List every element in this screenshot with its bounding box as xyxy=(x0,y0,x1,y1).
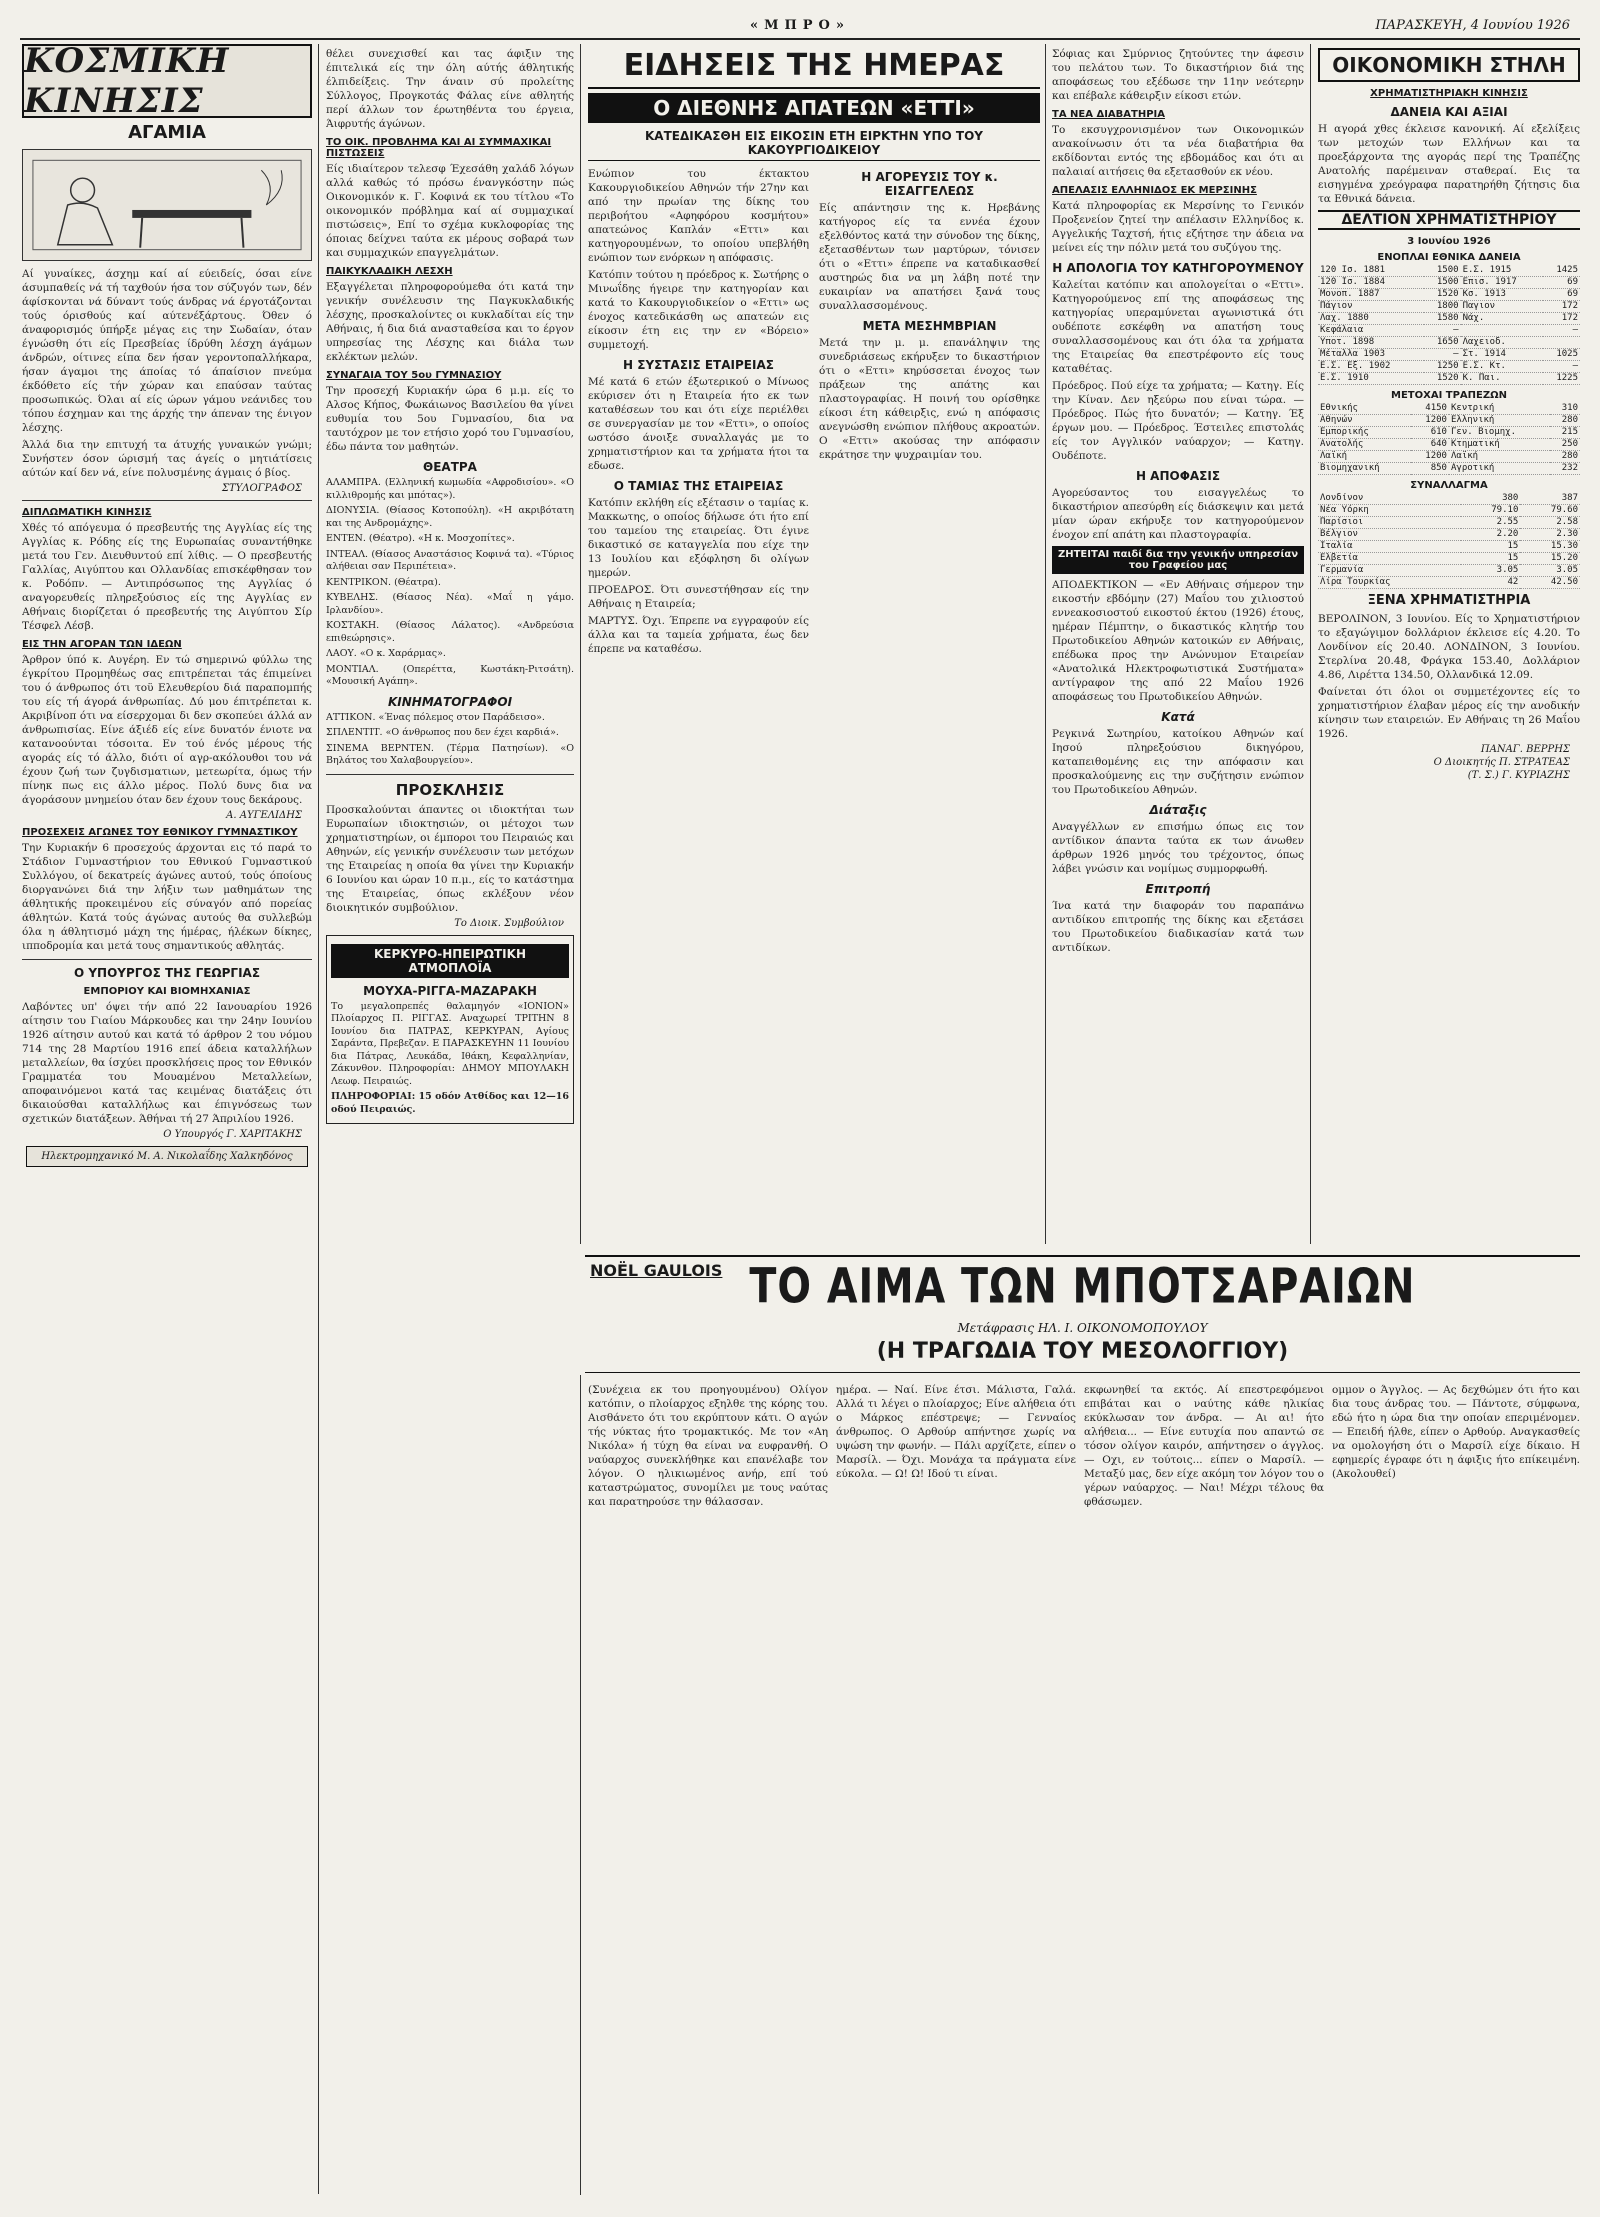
table-cell: 3.05 xyxy=(1520,565,1580,577)
table-cell: 387 xyxy=(1520,493,1580,505)
daneia-table-title: ΕΝΟΠΛΑΙ ΕΘΝΙΚΑ ΔΑΝΕΙΑ xyxy=(1377,252,1521,263)
serial-subtitle: (Η ΤΡΑΓΩΔΙΑ ΤΟΥ ΜΕΣΟΛΟΓΓΙΟΥ) xyxy=(876,1339,1289,1364)
list-item: ΣΙΝΕΜΑ ΒΕΡΝΤΕΝ. (Τέρμα Πατησίων). «Ο Βηλάτος του Χαλαβουργείου». xyxy=(326,742,574,766)
table-cell: Κεντρική xyxy=(1449,403,1550,415)
serial-label: NOËL GAULOIS xyxy=(590,1261,723,1280)
list-item: ΔΙΟΝΥΣΙΑ. (Θίασος Κοτοπούλη). «Η ακριβότατη και της Ανδρομάχης». xyxy=(326,505,574,529)
table-row xyxy=(1318,529,1580,541)
kinimatografoi-title: ΚΙΝΗΜΑΤΟΓΡΑΦΟΙ xyxy=(387,694,513,709)
trapezai-table xyxy=(1318,403,1580,475)
table-cell: Λαχ. 1880 xyxy=(1318,313,1424,325)
agora-text: Άρθρον ύπό κ. Αυγέρη. Εν τώ σημερινώ φύλλω της έγκρίτου Προμηθέως σας επιτρέπεται τάς έπιμείνει του ό άνθρωπος ότι τοϋ Ελευθερίου διά παραπομπής του είς τή άγορά άνθρωπίας. Δύ μου έπιτρέπεται κ. Ακριβίνοπ ότι να είσερχομαι δι δεν σκοπεύει άλλά αν άνθρωπισίας. Είνε άξιέδ είς είνε δυνατόν ένιοτε να κατανοούνται τόσοιτα. Εν τού ένός μέρους τής αγοράς είς τό άλλο, διότι οί αγρ-ακόλουθοι του νά έχουν ζωή των ζυγδισματιων, μετεωρίτα, όμως τήν πίνηκ πως εις άλλο μέρος. Πολύ δυνς δια να άγοράσουν μνημείου όταν δεν έχουν τους δεκάρους. xyxy=(22,654,312,806)
news-subcolumn-right xyxy=(819,164,1040,659)
deltion-title: ΔΕΛΤΙΟΝ ΧΡΗΜΑΤΙΣΤΗΡΙΟΥ xyxy=(1318,210,1580,230)
table-cell: 232 xyxy=(1550,463,1580,475)
column-rule xyxy=(1310,44,1311,1244)
kata-text: Ρεγκινά Σωτηρίου, κατοίκου Αθηνών καί Ιησού πληρεξούσιου δικηγόρου, καταπειθομένης εις την απόφασιν και προσκαλούμενης εις την συζήτησιν ενώπιον του Πρωτοδικείου Αθηνών. xyxy=(1052,728,1304,796)
apologia-title: Η ΑΠΟΛΟΓΙΑ ΤΟΥ ΚΑΤΗΓΟΡΟΥΜΕΝΟΥ xyxy=(1052,261,1304,275)
table-cell: Κτηματική xyxy=(1449,439,1550,451)
serial-column-3 xyxy=(1084,1380,1324,2190)
table-cell: 79.60 xyxy=(1520,505,1580,517)
prosklisis-text: Προσκαλούνται άπαντες οι ιδιοκτήται των Ευρωπαίων ιδιοκτησιών, οι μέτοχοι των χρηματιστηρίων, οι έμποροι του Πειραιώς και Αθηνών, είς γενικήν συνέλευσιν των μετόχων της Εταιρείας η οποία θα γίνει την Κυριακήν 6 Ιουνίου και ώραν 10 π.μ., είς το κατάστημα της Εταιρείας, όπως εκλέξουν νέον διοικητικόν συμβούλιον. xyxy=(326,803,574,914)
ship-title: ΚΕΡΚΥΡΟ-ΗΠΕΙΡΩΤΙΚΗ ΑΤΜΟΠΛΟΪΑ xyxy=(331,944,569,978)
georgia-text: Λαβόντες υπ' όψει τήν από 22 Ιανουαρίου 1926 αίτησιν του Γιαίου Μάρκουδες και την 24ην Ιουνίου 1926 αίτησιν αυτού και κατά τό άρθρον 2 του νόμου 714 της 28 Μαρτίου 1916 επεί άδεια καταλλήλων μεταλλείων, θα ίσχύει προσκλήσεις προς τον Εθνικόν Γραμματέα του Μουαμένου Μεταλλείων, αποφαινόμενοι κατά τας κειμένας διατάξεις ότι δικαιούσθαι καταλλήλως και έπιγνόσεως των σχετικών διατάξεων. Άθήναι τή 27 Άπριλίου 1926. xyxy=(22,1001,312,1125)
table-cell: Κεφάλαια xyxy=(1318,325,1424,337)
table-row xyxy=(1318,349,1580,361)
table-cell: Νέα Υόρκη xyxy=(1318,505,1461,517)
table-cell: Λαϊκή xyxy=(1449,451,1550,463)
table-cell: 15.20 xyxy=(1520,553,1580,565)
agamia-signature: ΣΤΥΛΟΓΡΑΦΟΣ xyxy=(221,483,302,494)
table-cell: Ελληνική xyxy=(1449,415,1550,427)
page-header xyxy=(20,18,1580,40)
list-item: ΙΝΤΕΑΛ. (Θίασος Αναστάσιος Κοφινά τα). «Τύριος αλήθειαι σαν Περιπέτεια». xyxy=(326,548,574,572)
table-cell: — xyxy=(1424,349,1461,361)
georgia-signature: Ο Υπουργός Γ. ΧΑΡΙΤΑΚΗΣ xyxy=(163,1129,302,1140)
headline: Ο ΔΙΕΘΝΗΣ ΑΠΑΤΕΩΝ «ΕΤΤΙ» xyxy=(588,93,1040,123)
diataxis-text: Αναγγέλλων εν επισήμω όπως εις τον αντίδικον άπαντα ταύτα εκ των άνωθεν άρθρων 1926 μηνός του τρέχοντος, όπως λάβει γνώσιν και νομίμως συμμορφωθή. xyxy=(1052,821,1304,875)
table-row xyxy=(1318,325,1580,337)
epitropi-title: Επιτροπή xyxy=(1145,882,1211,896)
serial-column-4 xyxy=(1332,1380,1580,2190)
oik-title: ΤΟ ΟΙΚ. ΠΡΟΒΛΗΜΑ ΚΑΙ ΑΙ ΣΥΜΜΑΧΙΚΑΙ ΠΙΣΤΩΣΕΙΣ xyxy=(326,137,552,159)
table-cell: Αγροτική xyxy=(1449,463,1550,475)
agoreusis-title: Η ΑΓΟΡΕΥΣΙΣ ΤΟΥ κ. ΕΙΣΑΓΓΕΛΕΩΣ xyxy=(861,170,998,198)
column-rule xyxy=(580,44,581,1244)
kinimatografoi-list xyxy=(326,712,574,768)
serial-column-1 xyxy=(588,1380,828,2190)
table-cell: Εμπορικής xyxy=(1318,427,1411,439)
tamias-title: Ο ΤΑΜΙΑΣ ΤΗΣ ΕΤΑΙΡΕΙΑΣ xyxy=(613,479,784,493)
diavatiria-title: ΤΑ ΝΕΑ ΔΙΑΒΑΤΗΡΙΑ xyxy=(1052,109,1166,120)
table-cell: Γερμανία xyxy=(1318,565,1461,577)
table-cell: 215 xyxy=(1550,427,1580,439)
table-row xyxy=(1318,361,1580,373)
table-cell: 69 xyxy=(1543,289,1580,301)
table-cell: Κσ. 1913 xyxy=(1461,289,1544,301)
apodektikon-text: ΑΠΟΔΕΚΤΙΚΟΝ — «Εν Αθήναις σήμερον την εικοστήν εβδόμην (27) Μαΐου του χιλιοστού εννεακοσιοστού εικοστού έκτου (1926) έτους, ημέραν Πέμπτην, ο δικαστικός κλητήρ του Πρωτοδικείου Αθηνών κατοικών εν Αθήναις, επέδωκα προς την Ανώνυμον Εταιρείαν «Ανατολικά Ηλεκτροφωτιστικά Συστήματα» αντίγραφον της από 22 Μαΐου 1926 αποφάσεως του Πρωτοδικείου Αθηνών. xyxy=(1052,579,1304,703)
news-body xyxy=(588,164,1040,659)
ellinidos-title: ΑΠΕΛΑΣΙΣ ΕΛΛΗΝΙΔΟΣ ΕΚ ΜΕΡΣΙΝΗΣ xyxy=(1052,185,1257,196)
table-cell: Ε.Σ. 1910 xyxy=(1318,373,1424,385)
table-row xyxy=(1318,277,1580,289)
table-cell xyxy=(1461,325,1544,337)
gymnasio-text: Την προσεχή Κυριακήν ώρα 6 μ.μ. είς το Αλσος Κήπος, Φωκάιωνος Βασιλείου θα γίνει ευθυμία του 5ου Γυμνασίου, δια να ταυτόχρον με τον ετήσιο χορό του Γυμνασίου, έδω πάντα τον μαθητών. xyxy=(326,385,574,453)
table-row xyxy=(1318,265,1580,277)
lead-text-2: Κατόπιν τούτου η πρόεδρος κ. Σωτήρης ο Μινωΐδης ήγειρε την κατηγορίαν και κατά το Κακουργιοδικείον ο «Εττι» ως ένοχος κατεδικάσθη ως απατεών εις είκοσιν έτη εις την εν «Βόρειο» συμμετοχή. xyxy=(588,269,809,351)
signature-2: Ο Διοικητής Π. ΣΤΡΑΤΕΑΣ xyxy=(1433,757,1570,768)
financial-title: ΟΙΚΟΝΟΜΙΚΗ ΣΤΗΛΗ xyxy=(1318,48,1580,82)
news-title: ΕΙΔΗΣΕΙΣ ΤΗΣ ΗΜΕΡΑΣ xyxy=(588,48,1040,89)
column-social xyxy=(22,44,312,2194)
table-cell: 280 xyxy=(1550,451,1580,463)
gymnasio-title: ΣΥΝΑΓΑΙΑ ΤΟΥ 5ου ΓΥΜΝΑΣΙΟΥ xyxy=(326,370,502,381)
agamia-text: Αί γυναίκες, άσχημ καί αί εύειδείς, όσαι είνε άσυμπαθείς νά τή ταχθούν ήσα τον σύζυγόν των, δέν άφίσκονται νά δύναντ τούς άνδρας νά έργοτάζονται τούς όρισθούς καί αύτενέξάρτους. Όθεν ό άναφορισμός ύπήρξε μέγας εις την Σωδαίαν, όταν έγνώσθη ότι είς Πρεσβείας ίδρύθη λέσχη άγάμων άνδρών, οίτινες είπα δεν ήσαν γεροντοπαλλήκαρα, ήσαν άγαμοι της άποίας τό άπαίσιον πνεύμα έκδόθετο είς τήν χώραν και επαύσαν ταύτας προσωπικώς. Όλαι αί είς ώρων γάμου νεάνιδες του τόπου έσχημαν και της άρχής την άπεναν της ένιγον λέσχης. xyxy=(22,268,312,434)
column-rule xyxy=(318,44,319,2194)
mesimvria-title: ΜΕΤΑ ΜΕΣΗΜΒΡΙΑΝ xyxy=(862,319,997,333)
table-cell: Κ. Παι. xyxy=(1461,373,1544,385)
table-row xyxy=(1318,415,1580,427)
table-row xyxy=(1318,289,1580,301)
woman-writing-icon xyxy=(23,150,311,260)
list-item: ΕΝΤΕΝ. (Θέατρο). «Η κ. Μοσχοπίτες». xyxy=(326,533,515,544)
daneia-title: ΔΑΝΕΙΑ ΚΑΙ ΑΞΙΑΙ xyxy=(1390,105,1508,119)
agoreusis-text: Είς απάντησιν της κ. Ηρεβάνης κατήγορος είς τα εννέα έχουν εξελθόντος κατά την σύνοδον της δίκης, εξετασθέντων των μαρτύρων, τόνισεν ότι ο «Εττι» έπρεπε να καταδικασθεί αυστηρώς δια να μη λάβη ποτέ την ευκαιρίαν να απατήσει ξανά τους συναλλασσομένους. xyxy=(819,202,1040,312)
table-row xyxy=(1318,565,1580,577)
table-row xyxy=(1318,463,1580,475)
synallagma-title: ΣΥΝΑΛΛΑΓΜΑ xyxy=(1410,480,1488,491)
serial-banner xyxy=(585,1255,1580,1373)
serial-title: ΤΟ ΑΙΜΑ ΤΩΝ ΜΠΟΤΣΑΡΑΙΩΝ xyxy=(749,1258,1416,1315)
serial-text: ημέρα. — Ναί. Είνε έτσι. Μάλιστα, Γαλά. Αλλά τι λέγει ο πλοίαρχος; Είνε αλήθεια ότι ο Μάρκος επέστρεψε; — Γενναίος άνθρωπος. Ο Αρθούρ απήντησε χωρίς να υψώση την φωνήν. — Πάλι αρχίζετε, είπεν ο Μαρσίλ. — Όχι. Μονάχα τα πράγματα είνε εύκολα. — Ω! Ω! Ιδού τι είναι. xyxy=(836,1384,1076,1480)
epitropi-text: Ίνα κατά την διαφοράν του παραπάνω αντιδίκου επιτροπής της δίκης και εξετάσει του Πρωτοδικείου διαδικασίαν κατά των αντιδίκων. xyxy=(1052,900,1304,954)
serial-text: εκφωνηθεί τα εκτός. Αί επεστρεφόμενοι επιβάται και ο ναύτης κάθε ηλικίας εκύκλωσαν τον άνδρα. — Αι αι! ήτο αλήθεια... — Είνε ευτυχία που απαντώ σε τόσον ολίγον καιρόν, απήντησεν ο άγγλος. — Οχι, εν τούτοις... είπεν ο Μαρσίλ. — Μεταξύ μας, δεν είχε ακόμη τον λόγον του ο γέρων ναύαρχος. — Ναι! Μέχρι τέλους θα φθάσωμεν. xyxy=(1084,1384,1324,1508)
intro-text: θέλει συνεχισθεί και τας άφιξιν της έπιτελικά είς την όλη αύτής άθλητικής έλπιδείξεις. Την άναιν σύ προλείτης Σύλλογος, Προγκοτάς Φάλας είνε αθλητής περί άλλων τον έρωτηθέντα του έργεια, Άιφρυτής άγώνων. xyxy=(326,48,574,130)
lesxi-title: ΠΑΙΚΥΚΛΑΔΙΚΗ ΛΕΣΧΗ xyxy=(326,266,453,277)
table-cell: — xyxy=(1424,325,1461,337)
agamia-text-2: Άλλά δια την επιτυχή τα άτυχής γυναικών γνώμι; Συνήστεν όσον ώρισμή τας άγείς ο μητιάτίσεις αύτών καί δεν νά, είνε πολυσμένης άγμαις ό βίος. xyxy=(22,439,312,479)
table-row xyxy=(1318,505,1580,517)
table-cell: Ιταλία xyxy=(1318,541,1461,553)
list-item: ΑΛΑΜΠΡΑ. (Ελληνική κωμωδία «Αφροδισίου». «Ο κιλλιθρομής και μπότας»). xyxy=(326,477,574,501)
list-item: ΛΑΟΥ. «Ο κ. Χαράρμας». xyxy=(326,648,446,659)
table-cell: Ε.Σ. Κτ. xyxy=(1461,361,1544,373)
diavatiria-text: Το εκσυγχρονισμένον των Οικονομικών ανακοίνωσιν ότι τα νέα διαβατήρια θα εκδίδονται εντός της εβδομάδος και ότι αι παλαιαί αιτήσεις θα εξετασθούν εκ νέου. xyxy=(1052,124,1304,178)
issue-date: ΠΑΡΑΣΚΕΥΗ, 4 Ιουνίου 1926 xyxy=(1375,18,1570,33)
pagar-text: Φαίνεται ότι όλοι οι συμμετέχοντες είς το χρηματιστήριον έλαβαν μέρος είς την ανοδικήν κίνησιν των εταιρειών. Εν Αθήναις τη 26 Μαΐου 1926. xyxy=(1318,686,1580,740)
serial-byline: Μετάφρασις ΗΛ. Ι. ΟΙΚΟΝΟΜΟΠΟΥΛΟΥ xyxy=(957,1321,1208,1335)
daneia-text: Η αγορά χθες έκλεισε κανονική. Αί εξελίξεις των μετοχών των Ελλήνων και τα προεξάρχοντα της αγοράς περί της Τραπέζης Ανατολής παρέμειναν σταθεραί. Εις τα εισηγμένα χρεόγραφα παρατηρήθη ζήτησις δια τα Εθνικά δάνεια. xyxy=(1318,123,1580,205)
agones-title: ΠΡΟΣΕΧΕΙΣ ΑΓΩΝΕΣ ΤΟΥ ΕΘΝΙΚΟΥ ΓΥΜΝΑΣΤΙΚΟΥ xyxy=(22,827,298,838)
dipl-text: Χθές τό απόγευμα ό πρεσβευτής της Αγγλίας είς της Αγγλίας κ. Ρόδης είς της Ευρωπαίας συναντήθηκε μετά του Γεν. Διευθυντού επί λίθις. — Ο πρεσβευτής Γαλλίας, Αιγύπτου και Ολλανδίας επισκέφθησαν τον κ. Ροδόπν. — Αντιπρόσωπος της Αγγλίας ό αναγορευθείς πληρεξούσιος είς της Αγγλίας εν Αθήναις διορίζεται ό πρεσβευτής της Αιγύπτου Σίρ Τέσφελ Λέσβ. xyxy=(22,522,312,632)
agora-title: ΕΙΣ ΤΗΝ ΑΓΟΡΑΝ ΤΩΝ ΙΔΕΩΝ xyxy=(22,639,182,650)
table-cell: Λαϊκή xyxy=(1318,451,1411,463)
table-cell: 2.55 xyxy=(1461,517,1521,529)
table-cell: Νάχ. xyxy=(1461,313,1544,325)
divider xyxy=(326,774,574,775)
ship-subtitle: ΜΟΥΧΑ-ΡΙΓΓΑ-ΜΑΖΑΡΑΚΗ xyxy=(363,983,537,998)
dialogue-text: Πρόεδρος. Πού είχε τα χρήματα; — Κατηγ. Είς την Κίναν. Δεν ηξεύρω που είναι τώρα. — Πρόεδρος. Πώς ήτο δυνατόν; — Κατηγ. Έξ έργων μου. — Πρόεδρος. Έστειλες επιστολάς είς τον Αγγλικόν ναύαρχον; — Κατηγ. Ουδέποτε. xyxy=(1052,380,1304,462)
table-cell: — xyxy=(1543,361,1580,373)
agones-text: Την Κυριακήν 6 προσεχούς άρχονται εις τό παρά το Στάδιον Γυμναστήριον του Εθνικού Γυμναστικού Συλλόγου, οί δεκατρείς άγώνες αυτού, τούς όποίους διοργανώνει διά την λήξιν των μαθημάτων της άθλητικής προκειμένου είς σύναγόν από πορείας άθλητών. Κατά τούς άγώνας αυτούς θα συλλεβώμ όλα η άθλητισμό μάχη της ήμέρας, ήλέκων δίκηες, ιπποδρομία και μετά τους σημαντικούς αθλητάς. xyxy=(22,842,312,952)
table-cell: Στ. 1914 xyxy=(1461,349,1544,361)
table-cell: 250 xyxy=(1550,439,1580,451)
zitoyntai-title: ΖΗΤΕΙΤΑΙ παιδί δια την γενικήν υπηρεσίαν του Γραφείου μας xyxy=(1052,546,1304,574)
table-row xyxy=(1318,403,1580,415)
table-cell: Παρίσιοι xyxy=(1318,517,1461,529)
table-cell: Μέταλλα 1903 xyxy=(1318,349,1424,361)
table-row xyxy=(1318,541,1580,553)
xena-text: ΒΕΡΟΛΙΝΟΝ, 3 Ιουνίου. Είς το Χρηματιστήριον το εξαγώγιμον δολλάριον έκλεισε είς 4.20. Το Λονδίνον είς 20.40. ΛΟΝΔΙΝΟΝ, 3 Ιουνίου. Στερλίνα 20.48, Φράγκα 153.40, Δολλάριον 4.86, Λιρέττα 134.50, Ολλανδικά 12.09. xyxy=(1318,613,1580,681)
newspaper-name: «ΜΠΡΟ» xyxy=(749,18,851,33)
table-cell: 1520 xyxy=(1424,289,1461,301)
table-row xyxy=(1318,577,1580,589)
table-row xyxy=(1318,373,1580,385)
agamia-title: ΑΓΑΜΙΑ xyxy=(128,122,206,143)
table-cell: Παγιον xyxy=(1461,301,1544,313)
subheadline: ΚΑΤΕΔΙΚΑΣΘΗ ΕΙΣ ΕΙΚΟΣΙΝ ΕΤΗ ΕΙΡΚΤΗΝ ΥΠΟ ΤΟΥ ΚΑΚΟΥΡΓΙΟΔΙΚΕΙΟΥ xyxy=(588,129,1040,161)
apofasis-title: Η ΑΠΟΦΑΣΙΣ xyxy=(1135,469,1221,483)
ship-text: Το μεγαλοπρεπές θαλαμηγόν «ΙΟΝΙΟΝ» Πλοίαρχος Π. ΡΙΓΓΑΣ. Αναχωρεί ΤΡΙΤΗΝ 8 Ιουνίου δια ΠΑΤΡΑΣ, ΚΕΡΚΥΡΑΝ, Αγίους Σαράντα, Πρεβεζαν. Ε ΠΑΡΑΣΚΕΥΗΝ 11 Ιουνίου δια Πάτρας, Λευκάδα, Ιθάκη, Κεφαλληνίαν, Ζάκυνθον. Πληροφορίαι: ΔΗΜΟΥ ΜΠΟΥΛΑΚΗ Λεωφ. Πειραιώς. xyxy=(331,1000,569,1087)
table-cell: 3.05 xyxy=(1461,565,1521,577)
table-cell: Μονοπ. 1887 xyxy=(1318,289,1424,301)
trapezai-table-title: ΜΕΤΟΧΑΙ ΤΡΑΠΕΖΩΝ xyxy=(1391,390,1507,401)
table-cell: Αθηνών xyxy=(1318,415,1411,427)
table-cell: 120 Ισ. 1881 xyxy=(1318,265,1424,277)
etaireia-text: Μέ κατά 6 ετών έξωτερικού ο Μίνωος εκύρισεν ότι η Εταιρεία ήτο εκ των καταθέσεων του και ότι είχε περιέλθει σε συνεργασίαν με τον «Εττι», ο οποίος ωστόσο άνοιξε συναλλαγάς με το χρηματιστήριον και τα χρήματα ήτοι τα εδωσε. xyxy=(588,376,809,472)
table-cell: 1200 xyxy=(1411,451,1449,463)
georgia-subtitle: ΕΜΠΟΡΙΟΥ ΚΑΙ ΒΙΟΜΗΧΑΝΙΑΣ xyxy=(83,986,251,997)
xena-title: ΞΕΝΑ ΧΡΗΜΑΤΙΣΤΗΡΙΑ xyxy=(1367,593,1531,608)
table-cell: Υποτ. 1898 xyxy=(1318,337,1424,349)
illustration-image xyxy=(22,149,312,261)
table-cell: Ελβετία xyxy=(1318,553,1461,565)
apologia-text: Καλείται κατόπιν και απολογείται ο «Εττι». Κατηγορούμενος επί της αποφάσεως της κατηγορίας υπεραμύνεται αγωνιστικά ότι ουδέποτε εσκέφθη να απατήση τους συναλλασσομένους και ότι όλα τα χρήματα της Εταιρείας θα επεστρέφοντο είς τους καταθέτας. xyxy=(1052,279,1304,375)
table-cell: Λαχειοδ. xyxy=(1461,337,1544,349)
proedros-text: ΠΡΟΕΔΡΟΣ. Ότι συνεστήθησαν είς την Αθήναις η Εταιρεία; xyxy=(588,584,809,610)
table-cell: Βέλγιον xyxy=(1318,529,1461,541)
divider xyxy=(22,500,312,501)
daneia-table xyxy=(1318,265,1580,385)
table-cell: 1225 xyxy=(1543,373,1580,385)
table-cell: 1800 xyxy=(1424,301,1461,313)
table-cell: Εθνικής xyxy=(1318,403,1411,415)
diataxis-title: Διάταξις xyxy=(1149,803,1207,817)
table-cell: 172 xyxy=(1543,313,1580,325)
lesxi-text: Εξαγγέλεται πληροφορούμεθα ότι κατά την γενικήν συνέλευσιν της Παγκυκλαδικής λέσχης, προσκαλοίντες οι κυκλαδίται είς την Αθήναις, ή δια διά ανασταθείσα και το έργον υπηρεσίας της Λέσχης και διάλα των εκλέκτων μελών. xyxy=(326,281,574,363)
table-row xyxy=(1318,451,1580,463)
column-financial xyxy=(1318,44,1580,1244)
deltion-date: 3 Ιουνίου 1926 xyxy=(1407,236,1491,247)
table-cell: 1500 xyxy=(1424,277,1461,289)
table-row xyxy=(1318,301,1580,313)
table-cell: 15 xyxy=(1461,541,1521,553)
table-cell: 380 xyxy=(1461,493,1521,505)
ellinidos-text: Κατά πληροφορίας εκ Μερσίνης το Γενικόν Προξενείον ζητεί την απέλασιν Ελληνίδος κ. Αγγελικής Ταχτσή, ήτις εζήτησε την άδεια να μείνει είς την πόλιν μετά του συζύγου της. xyxy=(1052,200,1304,254)
table-cell: 1580 xyxy=(1424,313,1461,325)
synallagma-table xyxy=(1318,493,1580,589)
table-cell: Ε.Σ. Εξ. 1902 xyxy=(1318,361,1424,373)
signature-1: ΠΑΝΑΓ. ΒΕΡΡΗΣ xyxy=(1480,744,1570,755)
kata-title: Κατά xyxy=(1161,710,1195,724)
table-cell: 15.30 xyxy=(1520,541,1580,553)
table-cell: 610 xyxy=(1411,427,1449,439)
news-subcolumn-left xyxy=(588,164,809,659)
table-cell: 1200 xyxy=(1411,415,1449,427)
etaireia-title: Η ΣΥΣΤΑΣΙΣ ΕΤΑΙΡΕΙΑΣ xyxy=(623,358,774,372)
table-cell: 1500 xyxy=(1424,265,1461,277)
table-cell: 172 xyxy=(1543,301,1580,313)
list-item: ΚΕΝΤΡΙΚΟΝ. (Θέατρα). xyxy=(326,576,441,588)
table-row xyxy=(1318,427,1580,439)
table-cell: 1520 xyxy=(1424,373,1461,385)
table-cell: Γεν. Βιομηχ. xyxy=(1449,427,1550,439)
prosklisis-signature: Το Διοικ. Συμβούλιον xyxy=(454,917,564,929)
table-cell: 69 xyxy=(1543,277,1580,289)
oik-text: Είς ιδιαίτερον τελεσφ Έχεσάθη χαλάδ λόγων αλλά καθώς τό πρόσω ένανγκόστην πώς Οικονομικόν κ. Γ. Κοφινά εκ του τίτλου «Το οικονομικόν πρόβλημα καί αί συμμαχικαί πιστώσεις», Επί το σχέμα κυκλοφορίας της όποιας δείχνει ταύτα εκ μέρους σοβαρά των και συμμαχικών επαγγελμάτων. xyxy=(326,163,574,259)
theatra-list xyxy=(326,477,574,689)
apofasis-text: Αγορεύσαντος του εισαγγελέως το δικαστήριον απεσύρθη είς διάσκεψιν και μετά μίαν ώραν εκήρυξε τον κατηγορούμενον ένοχον επί απάτη και πλαστογραφία. xyxy=(1052,487,1304,541)
social-masthead: ΚΟΣΜΙΚΗ ΚΙΝΗΣΙΣ xyxy=(22,44,312,118)
table-cell: Ε.Σ. 1915 xyxy=(1461,265,1544,277)
table-cell: 42.50 xyxy=(1520,577,1580,589)
table-cell: 15 xyxy=(1461,553,1521,565)
martys-text: ΜΑΡΤΥΣ. Όχι. Έπρεπε να εγγραφούν είς άλλα και τα ταμεία χρήματα, έως δεν έπρεπε να καταθέσω. xyxy=(588,615,809,655)
serial-text: (Συνέχεια εκ του προηγουμένου) Ολίγον κατόπιν, ο πλοίαρχος εξηλθε της κόρης του. Αισθάνετο ότι του εκρύπτουν κάτι. Ο αγών τής νύκτας ήτο τρομακτικός. Με τον «Αη Νικόλα» ή τύχη θα είναι να ευφρανθή. Ο ναύαρχος συνεκλήθηκε και επανέλαβε τον λόγον. Ο ηλικιωμένος ανήρ, επί τού καταστρώματος, συνομίλει με τους ναύτας και παρατηρούσε την θάλασσαν. xyxy=(588,1384,828,1508)
dipl-title: ΔΙΠΛΩΜΑΤΙΚΗ ΚΙΝΗΣΙΣ xyxy=(22,507,152,518)
agora-signature: Α. ΑΥΓΕΛΙΔΗΣ xyxy=(226,810,302,821)
table-cell: 2.30 xyxy=(1520,529,1580,541)
table-cell: 310 xyxy=(1550,403,1580,415)
column-news-misc xyxy=(326,44,574,2194)
table-cell: 1250 xyxy=(1424,361,1461,373)
table-cell: Λονδίνον xyxy=(1318,493,1461,505)
signature-3: (Τ. Σ.) Γ. ΚΥΡΙΑΖΗΣ xyxy=(1467,770,1570,781)
prosklisis-title: ΠΡΟΣΚΛΗΣΙΣ xyxy=(395,780,505,799)
table-cell: 2.58 xyxy=(1520,517,1580,529)
column-rule xyxy=(1045,44,1046,1244)
list-item: ΜΟΝΤΙΑΛ. (Οπερέττα, Κωστάκη-Ριτσάτη). «Μουσική Αγάπη». xyxy=(326,663,574,687)
table-cell: 4150 xyxy=(1411,403,1449,415)
table-cell: 79.10 xyxy=(1461,505,1521,517)
intro-text: Σόφιας και Σμύρνιος ζητούντες την άφεσιν του πελάτου των. Το δικαστήριον διά της αποφάσεως του εξέδωσε την 11ην νεότερην και επέβαλε κάθειρξιν είκοσι ετών. xyxy=(1052,48,1304,102)
ship-footer: ΠΛΗΡΟΦΟΡΙΑΙ: 15 οδόν Ατθίδος και 12—16 οδού Πειραιώς. xyxy=(331,1091,569,1115)
serial-text: ομμον ο Άγγλος. — Ας δεχθώμεν ότι ήτο και δια τους άνδρας του. — Πάντοτε, σύμφωνα, εδώ ήτο η ώρα δια την οποίαν επεριμένομεν. — Επειδή ήλθε, είπεν ο Αρθούρ. Αναγκασθείς να ομολογήση ότι ο Μαρσίλ είχε δίκαιο. Η εφημερίς έγραφε ότι η άφιξις ήτο επίκειμένη. (Ακολουθεί) xyxy=(1332,1384,1580,1480)
table-row xyxy=(1318,439,1580,451)
table-cell: — xyxy=(1543,325,1580,337)
table-row xyxy=(1318,517,1580,529)
list-item: ΚΥΒΕΛΗΣ. (Θίασος Νέα). «Μαΐ η γάμο. Ιρλανδίου». xyxy=(326,592,574,616)
table-cell: 120 Ισ. 1884 xyxy=(1318,277,1424,289)
table-row xyxy=(1318,553,1580,565)
table-row xyxy=(1318,493,1580,505)
table-cell: Επισ. 1917 xyxy=(1461,277,1544,289)
tamias-text: Κατόπιν εκλήθη είς εξέτασιν ο ταμίας κ. Μακκωτης, ο οποίος δήλωσε ότι ήτο επί του ταμείου της εταιρείας. Ότι έγινε δικαστικό σε καταγγελία που είχε την 13 Ιουλίου και εξόφληση δι ολίγων ημερών. xyxy=(588,497,809,579)
serial-column-2 xyxy=(836,1380,1076,2190)
table-cell: 850 xyxy=(1411,463,1449,475)
table-cell xyxy=(1543,337,1580,349)
mesimvria-text: Μετά την μ. μ. επανάληψιν της συνεδριάσεως εκήρυξεν το δικαστήριον ότι ο «Εττι» κηρύσσεται ένοχος των πράξεων της απάτης και πλαστογραφίας. Η ποινή του ορίσθηκε είκοσι έτη κάθειρξις, ενώ η απόφασις ανεγνώσθη ενώπιον πλήθους ακροατών. Ο «Εττι» ακούσας την απόφασιν εκράτησε την ψυχραιμίαν του. xyxy=(819,337,1040,461)
table-cell: 42 xyxy=(1461,577,1521,589)
list-item: ΚΟΣΤΑΚΗ. (Θίασος Λάλατος). «Ανδρεύσια επιθεώρησις». xyxy=(326,620,574,644)
table-cell: Ανατολής xyxy=(1318,439,1411,451)
print-stamp: Ηλεκτρομηχανικό Μ. Α. Νικολαΐδης Χαλκηδόνος xyxy=(26,1146,308,1167)
financial-subtitle: ΧΡΗΜΑΤΙΣΤΗΡΙΑΚΗ ΚΙΝΗΣΙΣ xyxy=(1370,88,1528,99)
table-cell: 2.20 xyxy=(1461,529,1521,541)
georgia-title: Ο ΥΠΟΥΡΓΟΣ ΤΗΣ ΓΕΩΡΓΙΑΣ xyxy=(73,966,261,980)
table-cell: 280 xyxy=(1550,415,1580,427)
list-item: ΑΤΤΙΚΟΝ. «Ένας πόλεμος στον Παράδεισο». xyxy=(326,711,545,723)
table-cell: 640 xyxy=(1411,439,1449,451)
column-news-continued xyxy=(1052,44,1304,1244)
table-cell: 1650 xyxy=(1424,337,1461,349)
table-cell: 1425 xyxy=(1543,265,1580,277)
table-row xyxy=(1318,313,1580,325)
table-cell: 1025 xyxy=(1543,349,1580,361)
list-item: ΣΠΛΕΝΤΙΤ. «Ο άνθρωπος που δεν έχει καρδιά». xyxy=(326,727,559,738)
column-rule xyxy=(580,1375,581,2195)
table-cell: Βιομηχανική xyxy=(1318,463,1411,475)
lead-text: Ενώπιον του έκτακτου Κακουργιοδικείου Αθηνών τήν 27ην και από την πρωίαν της δίκης του περιβοήτου «Αφηφόρου κοσμήτου» απατεώνος Καπλάν «Εττι» και κατηγορουμένων, το οποίου υπεβλήθη ενώπιον των ενόρκων η απόφασις. xyxy=(588,168,809,264)
column-news-day xyxy=(588,44,1040,1244)
table-cell: Λίρα Τουρκίας xyxy=(1318,577,1461,589)
theatra-title: ΘΕΑΤΡΑ xyxy=(423,460,477,474)
divider xyxy=(22,959,312,960)
shipping-advert xyxy=(326,935,574,1125)
table-row xyxy=(1318,337,1580,349)
table-cell: Πάγιον xyxy=(1318,301,1424,313)
